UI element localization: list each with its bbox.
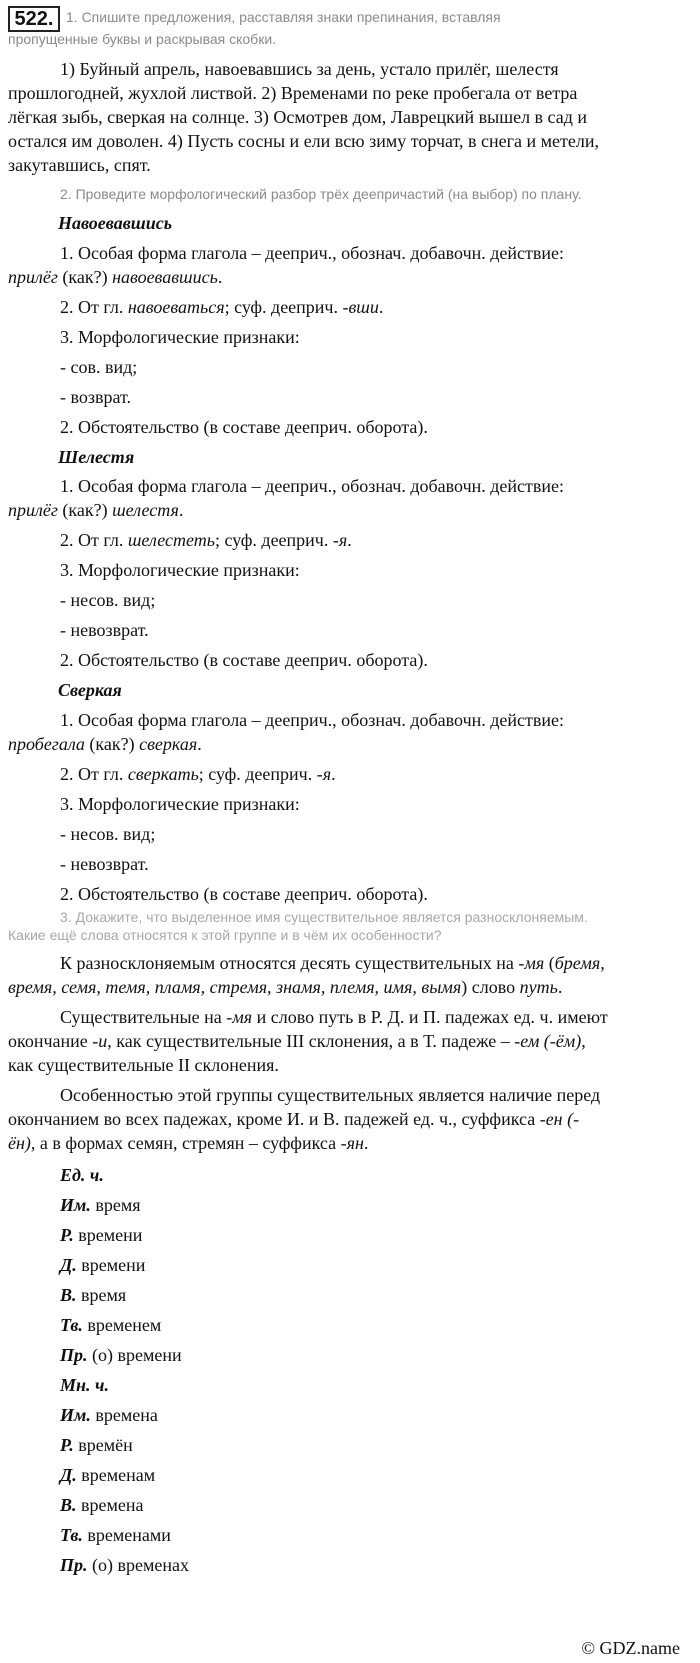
task-1-line-2: пропущенные буквы и раскрывая скобки. [8, 31, 277, 47]
analysis-feature: - сов. вид; [60, 357, 138, 377]
sentence-line: 1) Буйный апрель, навоевавшись за день, устало прилёг, шелестя [60, 59, 559, 79]
answer-para-3-line-2: окончанием во всех падежах, кроме И. и В. падежей ед. ч., суффикса -ен (- [8, 1109, 580, 1129]
declension-row: Д. времени [60, 1255, 146, 1275]
sentence-line: остался им доволен. 4) Пусть сосны и ели всю зиму торчат, в снега и метели, [8, 131, 599, 151]
analysis-point-3: 3. Морфологические признаки: [60, 327, 300, 347]
declension-row: В. время [60, 1285, 127, 1305]
plural-heading: Мн. ч. [60, 1375, 109, 1395]
answer-para-2-line-3: как существительные II склонения. [8, 1055, 279, 1075]
analysis-heading: Навоевавшись [58, 213, 172, 233]
sentence-line: лёгкая зыбь, сверкая на солнце. 3) Осмотрев дом, Лаврецкий вышел в сад и [8, 107, 588, 127]
task-3-line-2: Какие ещё слова относятся к этой группе и в чём их особенности? [8, 927, 442, 943]
analysis-point-1-cont: прилёг (как?) навоевавшись. [8, 267, 223, 287]
analysis-feature: - несов. вид; [60, 590, 156, 610]
analysis-point-4: 2. Обстоятельство (в составе дееприч. оборота). [60, 884, 428, 904]
answer-para-1-line-2: время, семя, темя, пламя, стремя, знамя, племя, имя, вымя) слово путь. [8, 977, 563, 997]
sentence-line: закутавшись, спят. [8, 155, 151, 175]
analysis-heading: Шелестя [58, 447, 135, 467]
site-watermark: © GDZ.name [581, 1638, 680, 1658]
analysis-point-4: 2. Обстоятельство (в составе дееприч. оборота). [60, 650, 428, 670]
declension-row: Тв. временами [60, 1525, 171, 1545]
analysis-feature: - невозврат. [60, 620, 149, 640]
declension-row: Им. время [60, 1195, 141, 1215]
declension-row: Р. времени [60, 1225, 143, 1245]
declension-row: Тв. временем [60, 1315, 162, 1335]
task-3-line-1: 3. Докажите, что выделенное имя существительное является разносклоняемым. [60, 909, 588, 925]
answer-para-3-line-1: Особенностью этой группы существительных является наличие перед [60, 1085, 601, 1105]
answer-para-2-line-2: окончание -и, как существительные III склонения, а в Т. падеже – -ем (-ём), [8, 1031, 586, 1051]
analysis-point-1: 1. Особая форма глагола – дееприч., обознач. добавочн. действие: [60, 243, 565, 263]
analysis-feature: - несов. вид; [60, 824, 156, 844]
declension-row: В. времена [60, 1495, 144, 1515]
analysis-point-1-cont: пробегала (как?) сверкая. [8, 734, 202, 754]
declension-row: Д. временам [60, 1465, 156, 1485]
analysis-feature: - возврат. [60, 387, 132, 407]
analysis-feature: - невозврат. [60, 854, 149, 874]
analysis-point-1: 1. Особая форма глагола – дееприч., обознач. добавочн. действие: [60, 710, 565, 730]
analysis-heading: Сверкая [58, 680, 122, 700]
analysis-point-1-cont: прилёг (как?) шелестя. [8, 500, 184, 520]
analysis-point-1: 1. Особая форма глагола – дееприч., обознач. добавочн. действие: [60, 476, 565, 496]
task-1-line-1: 1. Спишите предложения, расставляя знаки препинания, вставляя [66, 9, 501, 25]
analysis-point-3: 3. Морфологические признаки: [60, 794, 300, 814]
analysis-point-4: 2. Обстоятельство (в составе дееприч. оборота). [60, 417, 428, 437]
sentence-line: прошлогодней, жухлой листвой. 2) Временами по реке пробегала от ветра [8, 83, 578, 103]
answer-para-1-line-1: К разносклоняемым относятся десять существительных на -мя (бремя, [60, 953, 605, 973]
analysis-point-2: 2. От гл. сверкать; суф. дееприч. -я. [60, 764, 336, 784]
declension-row: Им. времена [60, 1405, 158, 1425]
analysis-point-3: 3. Морфологические признаки: [60, 560, 300, 580]
analysis-point-2: 2. От гл. шелестеть; суф. дееприч. -я. [60, 530, 352, 550]
analysis-point-2: 2. От гл. навоеваться; суф. дееприч. -вши. [60, 297, 384, 317]
exercise-number: 522. [8, 6, 60, 32]
singular-heading: Ед. ч. [60, 1165, 104, 1185]
task-2: 2. Проведите морфологический разбор трёх деепричастий (на выбор) по плану. [60, 186, 582, 202]
answer-para-2-line-1: Существительные на -мя и слово путь в Р. Д. и П. падежах ед. ч. имеют [60, 1007, 608, 1027]
declension-row: Пр. (о) временах [60, 1555, 189, 1575]
declension-row: Пр. (о) времени [60, 1345, 182, 1365]
answer-para-3-line-3: ён), а в формах семян, стремян – суффикса -ян. [8, 1133, 369, 1153]
declension-row: Р. времён [60, 1435, 133, 1455]
